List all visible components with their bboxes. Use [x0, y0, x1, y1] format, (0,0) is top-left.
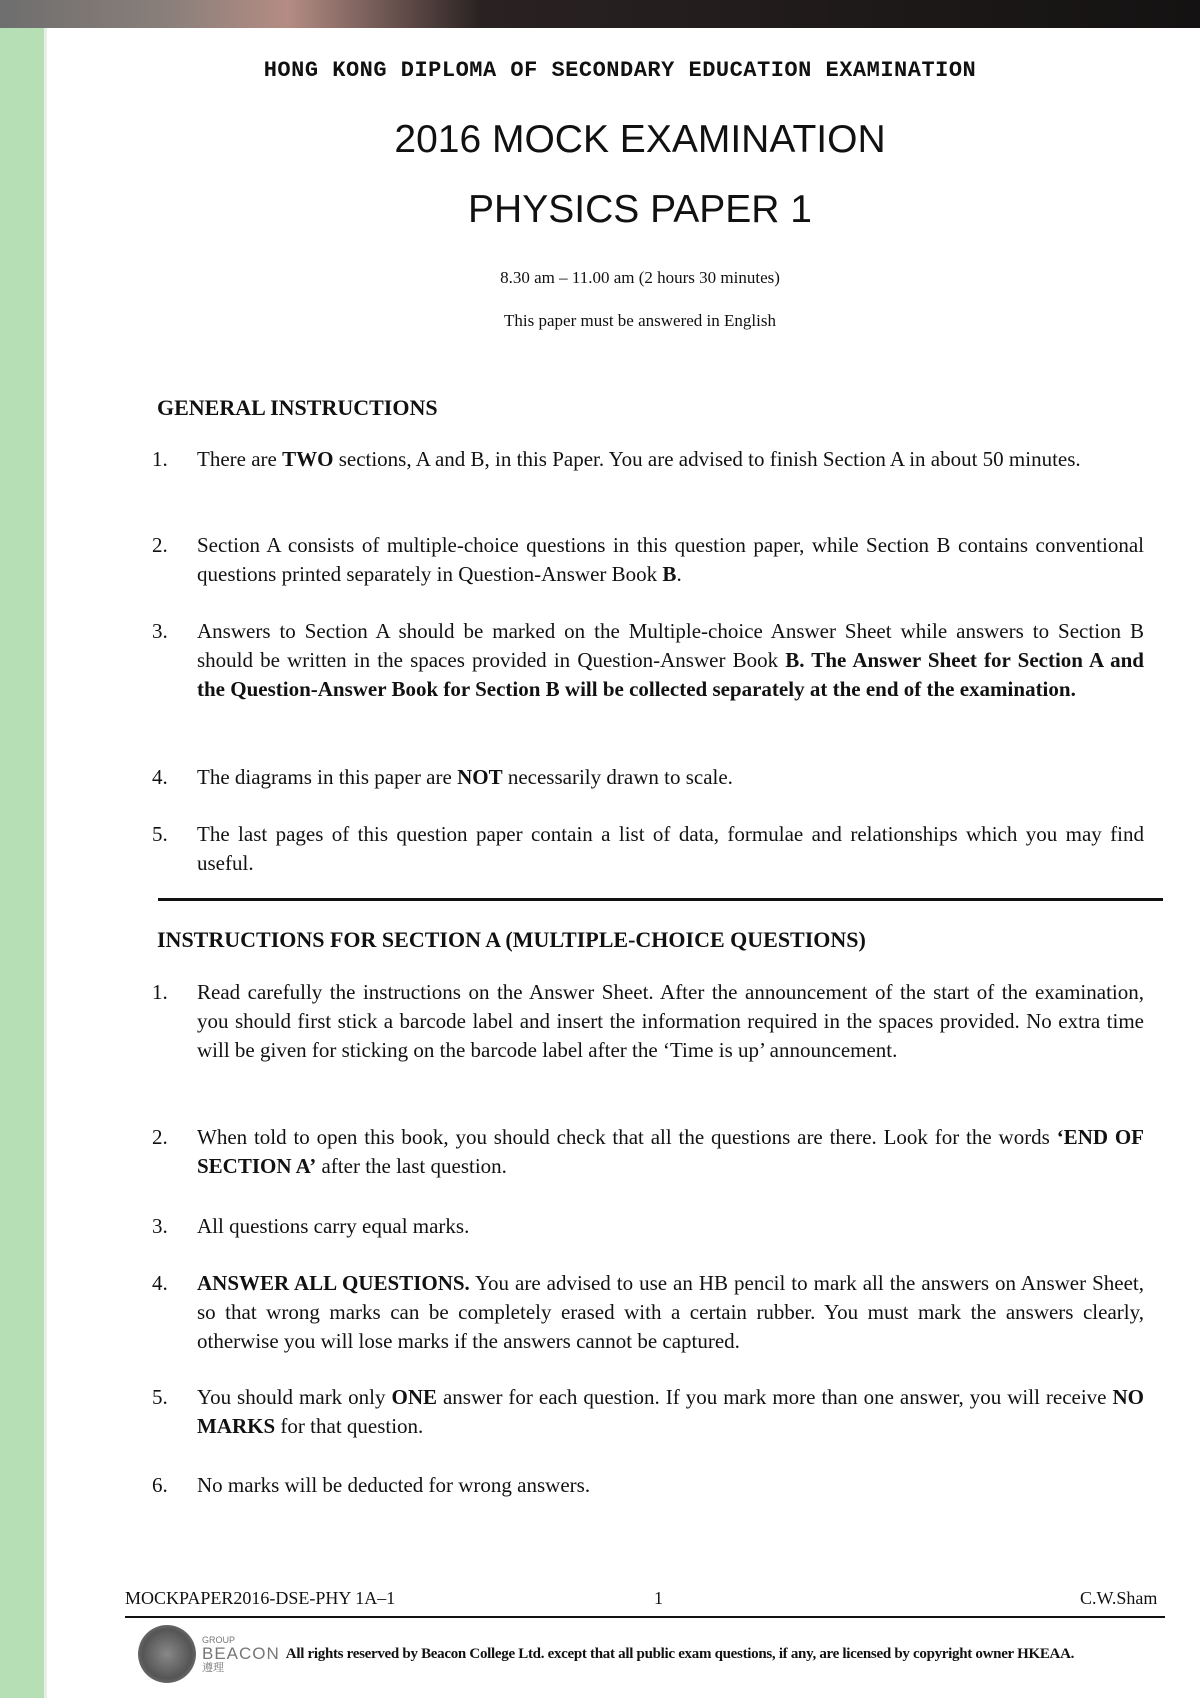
text-segment: .	[676, 562, 682, 586]
item-number: 2.	[152, 1125, 168, 1149]
exam-body: HONG KONG DIPLOMA OF SECONDARY EDUCATION EXAMINATION	[263, 58, 977, 83]
text-segment: The diagrams in this paper are	[197, 765, 458, 789]
text-segment: You should mark only	[197, 1385, 392, 1409]
section-divider	[158, 898, 1163, 901]
instruction-item	[152, 1471, 1144, 1500]
text-segment: answer for each question. If you mark more than one answer, you will receive	[437, 1385, 1113, 1409]
item-number: 1.	[152, 980, 168, 1004]
item-number: 6.	[152, 1473, 168, 1497]
paper-title: PHYSICS PAPER 1	[468, 188, 812, 231]
section-a-heading: INSTRUCTIONS FOR SECTION A (MULTIPLE-CHOICE QUESTIONS)	[157, 927, 866, 952]
item-text	[197, 978, 1144, 1065]
instruction-item	[152, 1383, 1144, 1441]
bold-text: ANSWER ALL QUESTIONS.	[197, 1271, 470, 1295]
general-instructions-heading: GENERAL INSTRUCTIONS	[157, 395, 438, 420]
page-number: 1	[654, 1588, 663, 1608]
item-number: 3.	[152, 1214, 168, 1238]
exam-time: 8.30 am – 11.00 am (2 hours 30 minutes)	[500, 268, 780, 287]
scan-background-band	[0, 0, 1200, 28]
instruction-item	[152, 1123, 1144, 1181]
bold-text: B. The Answer Sheet for Section A and the Question-Answer Book for Section B will be collected separately at the end of the examination.	[197, 648, 1144, 701]
item-text	[197, 1383, 1144, 1441]
footer-divider	[125, 1616, 1165, 1618]
text-segment: Answers to Section A should be marked on the Multiple-choice Answer Sheet while answers to Section B should be written in the spaces provided in Question-Answer Book	[197, 619, 1144, 672]
text-segment: sections, A and B, in this Paper. You are advised to finish Section A in about 50 minutes.	[333, 447, 1081, 471]
item-number: 3.	[152, 619, 168, 643]
item-text	[197, 445, 1144, 474]
item-number: 2.	[152, 533, 168, 557]
instruction-item	[152, 1269, 1144, 1356]
item-text	[197, 1471, 1144, 1500]
beacon-brand	[202, 1633, 280, 1675]
text-segment: after the last question.	[316, 1154, 507, 1178]
item-text	[197, 531, 1144, 589]
item-text	[197, 617, 1144, 704]
bold-text: NOT	[457, 765, 503, 789]
text-segment: There are	[197, 447, 283, 471]
item-number: 5.	[152, 1385, 168, 1409]
brand-name: BEACON	[202, 1644, 280, 1663]
bold-text: ‘END OF SECTION A’	[197, 1125, 1144, 1178]
instruction-item	[152, 820, 1144, 878]
item-text	[197, 1212, 1144, 1241]
text-segment: for that question.	[275, 1414, 424, 1438]
item-number: 4.	[152, 765, 168, 789]
bold-text: B	[662, 562, 677, 586]
bold-text: NO MARKS	[197, 1385, 1144, 1438]
item-number: 5.	[152, 822, 168, 846]
bold-text: TWO	[282, 447, 334, 471]
text-segment: All questions carry equal marks.	[197, 1214, 470, 1238]
text-segment: necessarily drawn to scale.	[502, 765, 733, 789]
item-text	[197, 820, 1144, 878]
copyright-block	[138, 1625, 1074, 1683]
item-text	[197, 1269, 1144, 1356]
instruction-item	[152, 978, 1144, 1065]
beacon-logo-icon	[138, 1625, 196, 1683]
text-segment: Section A consists of multiple-choice questions in this question paper, while Section B contains conventional questions printed separately in Question-Answer Book	[197, 533, 1144, 586]
instruction-item	[152, 531, 1144, 589]
instruction-item	[152, 445, 1144, 474]
bold-text: ONE	[391, 1385, 437, 1409]
text-segment: The last pages of this question paper contain a list of data, formulae and relationships which you may find useful.	[197, 822, 1144, 875]
author: C.W.Sham	[1080, 1588, 1158, 1608]
item-number: 4.	[152, 1271, 168, 1295]
instruction-item	[152, 1212, 1144, 1241]
brand-group: GROUP	[202, 1635, 236, 1645]
item-text	[197, 1123, 1144, 1181]
instruction-item	[152, 617, 1144, 704]
text-segment: Read carefully the instructions on the Answer Sheet. After the announcement of the start of the examination, you should first stick a barcode label and insert the information required in the spaces provided. No extra time will be given for sticking on the barcode label after the ‘Time is up’ announcement.	[197, 980, 1144, 1062]
text-segment: You are advised to use an HB pencil to mark all the answers on Answer Sheet, so that wrong marks can be completely erased with a certain rubber. You must mark the answers clearly, otherwise you will lose marks if the answers cannot be captured.	[197, 1271, 1144, 1353]
item-text	[197, 763, 1144, 792]
copyright-text: All rights reserved by Beacon College Ltd. except that all public exam questions, if any, are licensed by copyright owner HKEAA.	[285, 1645, 1075, 1662]
text-segment: No marks will be deducted for wrong answers.	[197, 1473, 591, 1497]
brand-chinese: 遵理	[202, 1662, 224, 1674]
instruction-item	[152, 763, 1144, 792]
item-number: 1.	[152, 447, 168, 471]
language-note: This paper must be answered in English	[504, 311, 776, 330]
text-segment: When told to open this book, you should check that all the questions are there. Look for the words	[197, 1125, 1057, 1149]
exam-title: 2016 MOCK EXAMINATION	[394, 118, 886, 161]
paper-code: MOCKPAPER2016-DSE-PHY 1A–1	[125, 1588, 396, 1608]
